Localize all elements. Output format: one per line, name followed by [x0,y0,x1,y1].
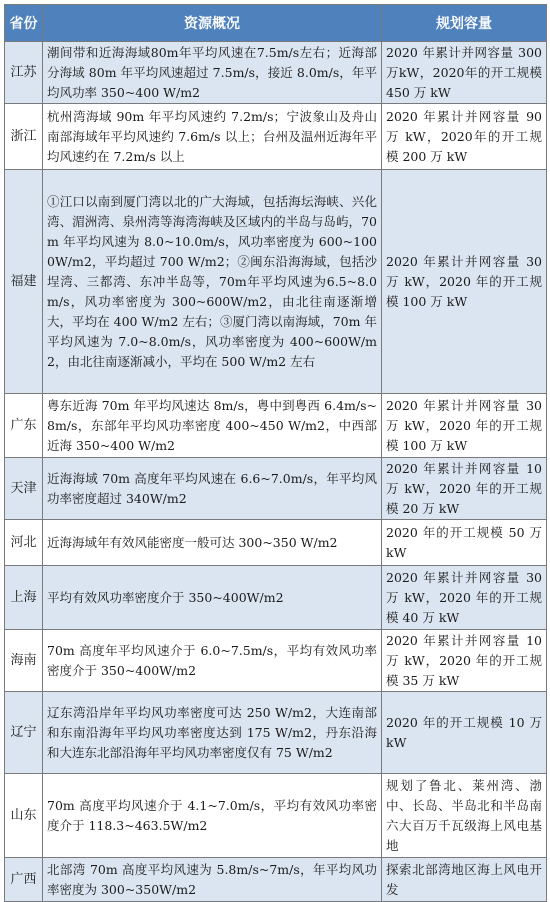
capacity-cell: 2020 年累计并网容量 90 万 kW，2020年的开工规模 200 万 kW [382,104,547,170]
table-row [5,42,547,104]
province-cell: 福建 [5,170,43,394]
header-province: 省份 [5,5,43,42]
table-header-row [5,5,547,42]
resource-cell: 粤东近海 70m 年平均风速达 8m/s，粤中到粤西 6.4m/s~8m/s，东部年平均风功率密度 400~450 W/m2，中西部近海 350~400 W/m2 [43,394,382,458]
resource-cell: ①江口以南到厦门湾以北的广大海域，包括海坛海峡、兴化湾、湄洲湾、泉州湾等海湾海峡及区域内的半岛与岛屿，70m 年平均风速为 8.0~10.0m/s，风功率密度为 600~1000W/m2，平均超过 700 W/m2；②闽东沿海海域，包括沙埕湾、三都湾、东冲半岛等，70m年平均风速为6.5~8.0m/s，风功率密度为 300~600W/m2，由北往南逐渐增大，平均在 400 W/m2 左右；③厦门湾以南海域，70m 年平均风速为 7.0~8.0m/s，风功率密度为 400~600W/m2，由北往南逐渐减小，平均在 500 W/m2 左右 [43,170,382,394]
offshore-wind-resource-table [4,4,547,902]
table-row [5,774,547,858]
table-row [5,394,547,458]
header-resource: 资源概况 [43,5,382,42]
capacity-cell: 2020 年累计并网容量 10 万 kW，2020 年的开工规模 35 万 kW [382,630,547,692]
capacity-cell: 2020 年累计并网容量 30 万 kW，2020 年的开工规模 100 万 kW [382,170,547,394]
resource-cell: 北部湾 70m 高度平均风速为 5.8m/s~7m/s，年平均风功率密度为 300~350W/m2 [43,858,382,902]
resource-cell: 近海海域年有效风能密度一般可达 300~350 W/m2 [43,520,382,566]
capacity-cell: 探索北部湾地区海上风电开发 [382,858,547,902]
province-cell: 天津 [5,458,43,520]
province-cell: 浙江 [5,104,43,170]
table-row [5,104,547,170]
resource-cell: 潮间带和近海海域80m年平均风速在7.5m/s左右；近海部分海域 80m 年平均风速超过 7.5m/s，接近 8.0m/s，年平均风功率 350~400 W/m2 [43,42,382,104]
capacity-cell: 2020 年累计并网容量 300万kW，2020年的开工规模 450 万 kW [382,42,547,104]
capacity-cell: 2020 年累计并网容量 30 万 kW，2020 年的开工规模 40 万 kW [382,566,547,630]
table-row [5,692,547,774]
capacity-cell: 2020 年累计并网容量 10 万 kW，2020 年的开工规模 20 万 kW [382,458,547,520]
resource-cell: 近海海域 70m 高度年平均风速在 6.6~7.0m/s，年平均风功率密度超过 340W/m2 [43,458,382,520]
province-cell: 辽宁 [5,692,43,774]
table-row [5,630,547,692]
resource-cell: 70m 高度年平均风速介于 6.0~7.5m/s，平均有效风功率密度介于 350~400W/m2 [43,630,382,692]
table-row [5,458,547,520]
resource-cell: 平均有效风功率密度介于 350~400W/m2 [43,566,382,630]
resource-cell: 辽东湾沿岸年平均风功率密度可达 250 W/m2，大连南部和东南沿海年平均风功率密度达到 175 W/m2，丹东沿海和大连东北部沿海年平均风功率密度仅有 75 W/m2 [43,692,382,774]
table-row [5,170,547,394]
province-cell: 广东 [5,394,43,458]
resource-cell: 杭州湾海域 90m 年平均风速约 7.2m/s；宁波象山及舟山南部海域年平均风速约 7.6m/s 以上；台州及温州近海年平均风速约在 7.2m/s 以上 [43,104,382,170]
province-cell: 上海 [5,566,43,630]
province-cell: 山东 [5,774,43,858]
province-cell: 海南 [5,630,43,692]
table-row [5,858,547,902]
province-cell: 江苏 [5,42,43,104]
capacity-cell: 2020 年累计并网容量 30 万 kW，2020 年的开工规模 100 万 kW [382,394,547,458]
header-capacity: 规划容量 [382,5,547,42]
capacity-cell: 2020 年的开工规模 10 万 kW [382,692,547,774]
resource-table-container [4,4,546,902]
province-cell: 河北 [5,520,43,566]
table-row [5,566,547,630]
capacity-cell: 规划了鲁北、莱州湾、渤中、长岛、半岛北和半岛南六大百万千瓦级海上风电基地 [382,774,547,858]
province-cell: 广西 [5,858,43,902]
resource-cell: 70m 高度平均风速介于 4.1~7.0m/s，平均有效风功率密度介于 118.3~463.5W/m2 [43,774,382,858]
capacity-cell: 2020 年的开工规模 50 万 kW [382,520,547,566]
table-row [5,520,547,566]
